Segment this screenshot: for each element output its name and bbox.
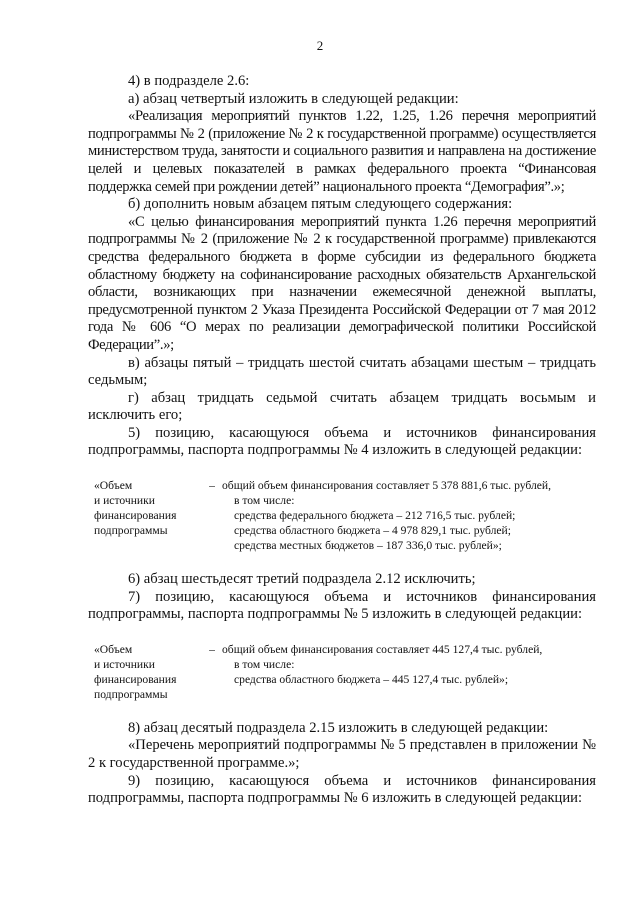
paragraph-quote-2-15-para10: «Перечень мероприятий подпрограммы № 5 представлен в приложении № 2 к государственной программе.»; [88, 737, 596, 772]
paragraph-item-5: 5) позицию, касающуюся объема и источников финансирования подпрограммы, паспорта подпрограммы № 4 изложить в следующей редакции: [88, 424, 596, 459]
paragraph-item-4: 4) в подразделе 2.6: [128, 73, 250, 89]
financing-label-line: «Объем [94, 642, 133, 656]
financing-including: в том числе: [234, 657, 295, 671]
financing-label-line: подпрограммы [94, 687, 168, 701]
financing-label-line: «Объем [94, 479, 133, 493]
financing-label-line: финансирования [94, 509, 177, 523]
financing-dash: – [209, 642, 215, 656]
financing-total: общий объем финансирования составляет 5 378 881,6 тыс. рублей, [222, 479, 552, 493]
paragraph-quote-2-6-para4: «Реализация мероприятий пунктов 1.22, 1.25, 1.26 перечня мероприятий подпрограммы № 2 (приложение № 2 к государственной программе) осуществляется министерством труда, занятости и социального развития и направлена на достижение целей и целевых показателей в рамках федерального проекта “Финансовая поддержка семей при рождении детей” национального проекта “Демография”.»; [88, 108, 596, 195]
paragraph-quote-2-6-para5: «С целью финансирования мероприятий пункта 1.26 перечня мероприятий подпрограммы № 2 (приложение № 2 к государственной программе) привлекаются средства федерального бюджета в форме субсидии из федерального бюджета областному бюджету на софинансирование расходных обязательств Архангельской области, возникающих при назначении ежемесячной денежной выплаты, предусмотренной пунктом 2 Указа Президента Российской Федерации от 7 мая 2012 года № 606 “О мерах по реализации демографической политики Российской Федерации”.»; [88, 213, 596, 353]
paragraph-item-4b: б) дополнить новым абзацем пятым следующего содержания: [128, 196, 513, 213]
paragraph-item-8: 8) абзац десятый подраздела 2.15 изложить в следующей редакции: [128, 719, 549, 736]
financing-including: в том числе: [234, 494, 295, 508]
financing-regional: средства областного бюджета – 445 127,4 тыс. рублей»; [234, 672, 509, 686]
financing-values [222, 642, 594, 702]
paragraph-item-4a: а) абзац четвертый изложить в следующей редакции: [128, 90, 459, 107]
financing-label-line: и источники [94, 494, 155, 508]
financing-table-subprogram-5 [94, 642, 594, 702]
financing-label-line: подпрограммы [94, 524, 168, 538]
paragraph-item-6: 6) абзац шестьдесят третий подраздела 2.12 исключить; [128, 571, 476, 588]
financing-local: средства местных бюджетов – 187 336,0 тыс. рублей»; [234, 539, 502, 553]
paragraph-item-4v: в) абзацы пятый – тридцать шестой считать абзацами шестым – тридцать седьмым; [88, 354, 596, 389]
page-number: 2 [316, 38, 324, 53]
paragraph-item-4g: г) абзац тридцать седьмой считать абзацем тридцать восьмым и исключить его; [88, 389, 596, 424]
financing-label-line: и источники [94, 657, 155, 671]
financing-table-subprogram-4 [94, 478, 594, 553]
financing-label [94, 642, 202, 702]
financing-label-line: финансирования [94, 672, 177, 686]
financing-regional: средства областного бюджета – 4 978 829,1 тыс. рублей; [234, 524, 511, 538]
financing-values [222, 478, 594, 553]
document-body [88, 73, 596, 808]
paragraph-item-9: 9) позицию, касающуюся объема и источников финансирования подпрограммы, паспорта подпрограммы № 6 изложить в следующей редакции: [88, 772, 596, 807]
financing-label [94, 478, 202, 553]
financing-federal: средства федерального бюджета – 212 716,5 тыс. рублей; [234, 509, 516, 523]
financing-total: общий объем финансирования составляет 445 127,4 тыс. рублей, [222, 642, 543, 656]
paragraph-item-7: 7) позицию, касающуюся объема и источников финансирования подпрограммы, паспорта подпрограммы № 5 изложить в следующей редакции: [88, 588, 596, 623]
financing-dash: – [209, 479, 215, 493]
